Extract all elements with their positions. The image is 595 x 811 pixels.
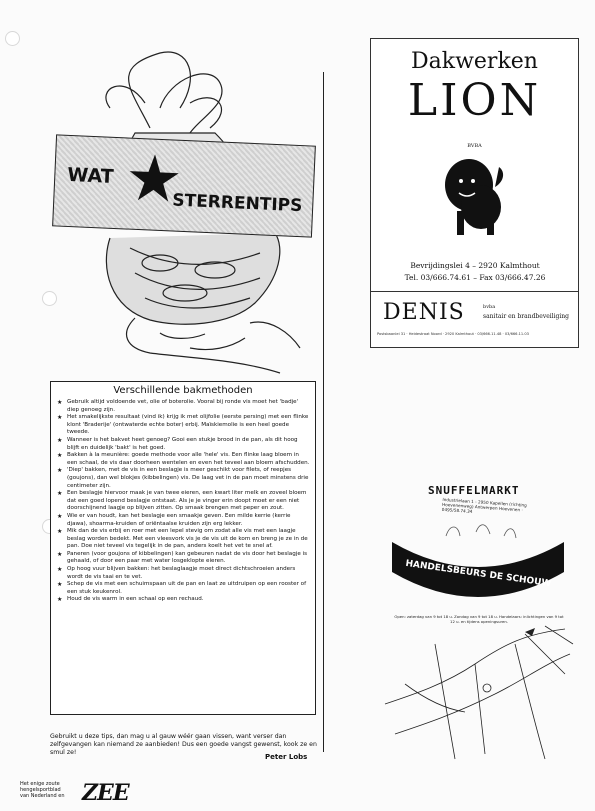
star-bullet-icon: ★ [57, 550, 63, 558]
author-signature: Peter Lobs [265, 753, 308, 761]
list-item: ★ Mik dan de vis erbij en roer met een lepel stevig om zodat alle vis met een laagje beslag worden bedekt. Met een vleesvork vis je de vis uit de kom en breng je ze in de pan. Doe niet teveel vis tegelijk in de pan, anders koelt het vet te snel af. [57, 528, 308, 550]
star-bullet-icon: ★ [57, 566, 63, 574]
star-bullet-icon: ★ [57, 581, 63, 589]
punch-hole-top [6, 32, 19, 45]
star-bullet-icon: ★ [57, 596, 63, 604]
star-bullet-icon: ★ [57, 528, 63, 536]
list-item: ★ Paneren (voor goujons of kibbelingen) kan gebeuren nadat de vis door het beslagje is gehaald, of door een paar met water losgeklopte eieren. [57, 550, 308, 565]
snuffelmarkt-address: Industrielaan 1 - 2950 Kapellen (richting Hoevenenweg) Antwerpen Hoevenen · 0495/58.74.34 [441, 496, 527, 514]
star-bullet-icon: ★ [57, 436, 63, 444]
star-bullet-icon: ★ [57, 490, 63, 498]
ad-title-lion: LION [407, 75, 542, 126]
ad-title-dakwerken: Dakwerken [411, 49, 538, 74]
ad-footer: Postsbaanlei 31 · Heidestraat Noord · 2920 Kalmthout · 03/666.11.48 · 03/666.11.03 [377, 332, 529, 336]
list-item: ★ Houd de vis warm in een schaal op een rechaud. [57, 596, 204, 604]
ad-legal-form: BVBA [467, 143, 482, 149]
snuffelmarkt-advertisement [384, 484, 570, 624]
list-item: ★ Op hoog vuur blijven bakken: het beslaglaagje moet direct dichtschroeien anders wordt de vis taai en te vet. [57, 566, 296, 580]
zee-logo: ZEE [82, 780, 129, 806]
list-item: ★ 'Diep' bakken, met de vis in een beslagje is meer geschikt voor filets, of reepjes (goujons), dan wel blokjes (kibbelingen) vis. De laag vet in de pan moet minstens drie centimeter zijn. [57, 467, 309, 489]
sterrentips-banner [52, 134, 316, 237]
list-item: ★ Bakken à la meunière: goede methode voor alle 'hele' vis. Een flinke laag bloem in een schaal, de vis daar doorheen wentelen en even het teveel aan bloem afschudden. [57, 452, 310, 466]
tips-list [57, 399, 311, 604]
snuffelmarkt-ribbon [386, 522, 570, 602]
column-divider [323, 72, 324, 752]
bakmethoden-box [50, 381, 316, 715]
banner-word-sterrentips: STERRENTIPS [171, 190, 303, 217]
snuffelmarkt-ribbon-text: HANDELSBEURS DE SCHOUW [404, 558, 552, 590]
route-map [375, 624, 575, 764]
star-bullet-icon: ★ [57, 467, 63, 475]
banner-word-wat: WAT [66, 163, 115, 188]
list-item: ★ Gebruik altijd voldoende vet, olie of boterolie. Vooral bij ronde vis moet het 'badje' diep genoeg zijn. [57, 399, 299, 413]
ad-address: Bevrijdingslei 4 – 2920 Kalmthout [410, 261, 540, 270]
star-bullet-icon: ★ [57, 399, 63, 406]
snuffelmarkt-title: SNUFFELMARKT [428, 484, 520, 497]
star-bullet-icon: ★ [57, 414, 63, 422]
publisher-tagline: Het enige zoute hengelsportblad van Nederland en [20, 781, 65, 799]
snuffelmarkt-caption: Open: zaterdag van 9 tot 18 u. Zondag van 9 tot 18 u. Handelaars: inlichtingen van 9 tot 12 u. en tijdens openingsuren. [394, 614, 564, 624]
list-item: ★ Een beslagje hiervoor maak je van twee eieren, een kwart liter melk en zoveel bloem dat een goed lopend beslagje ontstaat. Als je je vinger erin doopt moet er een niet doorschijnend laagje op blijven zitten. Op smaak brengen met peper en zout. [57, 490, 307, 512]
ad-denis-legal: bvba [483, 304, 496, 310]
ad-denis-name: DENIS [383, 300, 465, 325]
list-item: ★ Wanneer is het bakvet heet genoeg? Gooi een stukje brood in de pan, als dit hoog blijft en duidelijk 'bakt' is het goed. [57, 436, 298, 451]
star-icon: ★ [123, 141, 185, 218]
list-item: ★ Schep de vis met een schuimspaan uit de pan en laat ze uitdruipen op een rooster of een stuk keukenrol. [57, 581, 307, 595]
list-item: ★ Wie er van houdt, kan het beslagje een smaakje geven. Een milde kerrie (kerrie djawa), shoarma-kruiden of oriëntaalse kruiden zijn erg lekker. [57, 512, 291, 527]
ad-phones: Tel. 03/666.74.61 – Fax 03/666.47.26 [404, 273, 546, 282]
star-bullet-icon: ★ [57, 452, 63, 460]
list-item: ★ Het smakelijkste resultaat (vind ik) krijg ik met olijfolie (eerste persing) met een flinke klont 'Braderije' (ontwaterde echte boter) erbij. Maïskiemolie is een heel goede tweede. [57, 414, 309, 436]
lion-advertisement [370, 38, 579, 348]
ad-denis-subtitle: sanitair en brandbeveiliging [483, 313, 569, 320]
lion-icon [441, 157, 507, 237]
article-outro: Gebruikt u deze tips, dan mag u al gauw wéér gaan vissen, want verser dan zelfgevangen kan niemand ze aanbieden! Dus een goede vangst gewenst, kook ze en smul ze! [50, 733, 317, 757]
star-bullet-icon: ★ [57, 512, 63, 520]
ad-divider [371, 291, 578, 292]
box-title: Verschillende bakmethoden [113, 385, 253, 396]
